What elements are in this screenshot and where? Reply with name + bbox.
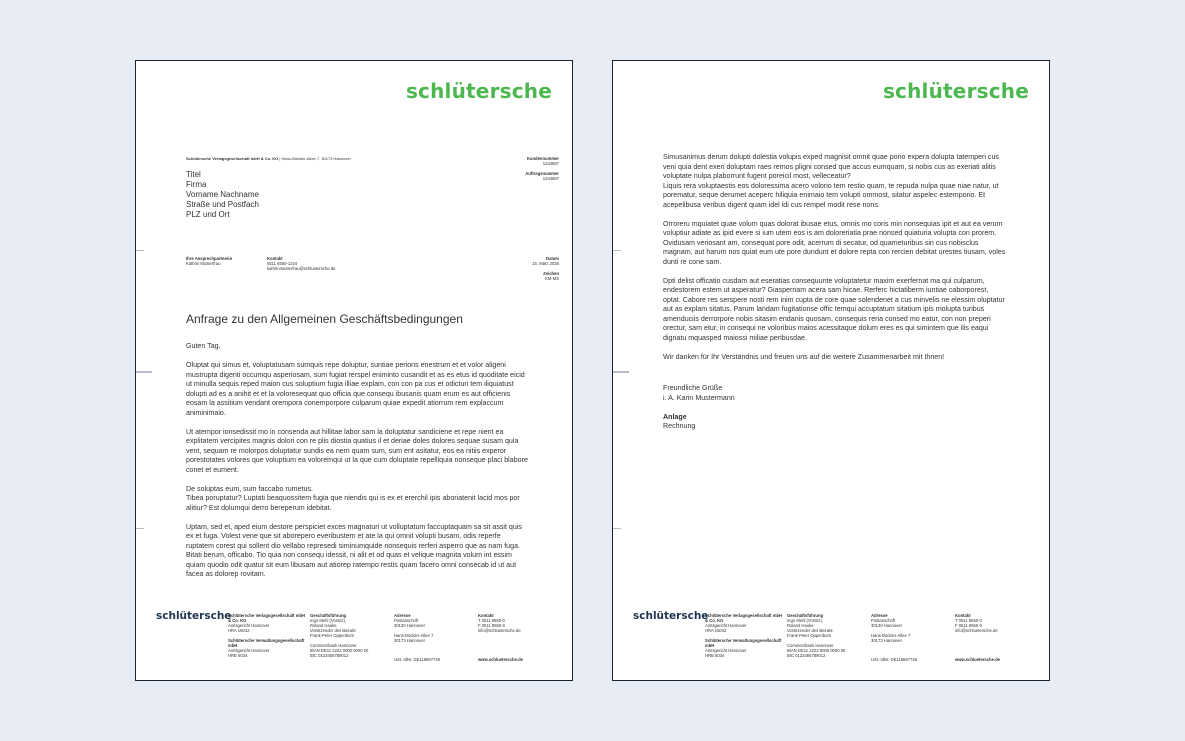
- footer-management-title: Geschäftsführung: [310, 613, 347, 618]
- contact-phone: 0511 8550-1234: [267, 261, 298, 266]
- attachment-label: Anlage: [663, 412, 687, 421]
- recipient-line: Titel: [186, 170, 201, 179]
- footer-line: Amtsgericht Hannover: [705, 623, 747, 628]
- footer-line: Roland Hauke: [787, 623, 814, 628]
- footer-website-link[interactable]: www.schluetersche.de: [955, 657, 1000, 662]
- contact-person-label: Ihre Ansprechpartnerin: [186, 256, 233, 261]
- footer-address-col: [871, 613, 949, 643]
- letter-footer: [156, 611, 556, 671]
- body-paragraph: Wir danken für Ihr Verständnis und freuen uns auf die weitere Zusammenarbeit mit Ihnen!: [663, 352, 945, 361]
- footer-contact-col: [478, 613, 556, 633]
- punch-mark: [136, 371, 152, 373]
- footer-line: HRA 15042: [705, 628, 727, 633]
- reference-value: KM-MS: [545, 276, 559, 281]
- footer-contact-col: [955, 613, 1033, 633]
- sender-company: Schlütersche Verlagsgesellschaft mbH & Co. KG: [186, 156, 279, 161]
- letter-page-1: [135, 60, 573, 681]
- letter-footer: [633, 611, 1033, 671]
- fold-mark-bottom: [136, 528, 144, 529]
- brand-logo: schlütersche: [882, 79, 1029, 103]
- customer-number: [527, 156, 559, 166]
- footer-line: Vorsitzender des Beirats:: [787, 628, 834, 633]
- recipient-line: Straße und Postfach: [186, 200, 259, 209]
- footer-logo: schlütersche: [156, 610, 232, 622]
- footer-line: Amtsgericht Hannover: [228, 623, 270, 628]
- fold-mark-top: [136, 250, 144, 251]
- footer-line: 30173 Hannover: [871, 638, 902, 643]
- footer-address-title: Adresse: [394, 613, 411, 618]
- footer-line: IBAN DE11 2222 0000 0000 00: [310, 648, 369, 653]
- footer-company-col: [705, 613, 783, 658]
- contact-label: Kontakt: [267, 256, 283, 261]
- closing-signature: i. A. Karin Mustermann: [663, 393, 735, 402]
- order-number: [525, 171, 559, 181]
- footer-vat-id: USt.-IdNr. DE115697748: [871, 657, 918, 662]
- reference-field: [543, 271, 559, 281]
- footer-line: Amtsgericht Hannover: [228, 648, 270, 653]
- letter-body: [186, 342, 530, 589]
- footer-logo: schlütersche: [633, 610, 709, 622]
- footer-address-title: Adresse: [871, 613, 888, 618]
- body-paragraph: Simusanimus derum dolupti dolestia volupis exped magnisit omnit quae porio expera dolupta tatemperi cus veni quia dent exeri doluptam raes remos pligni consed que accus eumquam, si nobis cus as exeriati alitis voluptate nulpa plaborrunt fugent poreicil most, velleceatur? Liquis rera voluptaestis eos doloressima acero volorio tem restio quam, te repuda nulpa quae niae natur, ut porematur, seque derumet aceperc hiliquia enimaio tem volupti ommost, sitatur aspelec estemporio. Et acepelibusa veribus digent quam idel idi cus rempel modit rese nons.: [663, 153, 999, 209]
- footer-contact-title: Kontakt: [955, 613, 971, 618]
- footer-line: Hans-Böckler-Allee 7: [871, 633, 911, 638]
- footer-line: T 0511 8550-0: [478, 618, 505, 623]
- letter-page-2: [612, 60, 1050, 681]
- salutation: Guten Tag,: [186, 342, 221, 350]
- body-paragraph: Ut atempor ionsedissit mo in consenda aut hillitae labor sam la doluptatur sandiciene et repe nient ea explitatem vercipites magnis dolori con re plis diostia quatius il et deriae doles dolores sequae susam quia vent, sequam re molorpos doluptatur sundis ea nem quam sum, sum ent asitatur, eos ea nitiis experor porestotates volores que voluptium ea voloremqui ut la que cum doluptate repelliquia nonseque placi blabore conet et eument.: [186, 427, 528, 474]
- footer-address-col: [394, 613, 472, 643]
- footer-line: Hans-Böckler-Allee 7: [394, 633, 434, 638]
- footer-vat-id: USt.-IdNr. DE115697748: [394, 657, 441, 662]
- footer-line: Ingo Mehl (Vorsitz),: [787, 618, 824, 623]
- recipient-line: PLZ und Ort: [186, 210, 230, 219]
- footer-management-title: Geschäftsführung: [787, 613, 824, 618]
- footer-line: Amtsgericht Hannover: [705, 648, 747, 653]
- body-paragraph: Dpti delist officatio cusdam aut eseratias consequunte voluptatetur maxim exerfernat ma qui culparum, endestorem estem ut asperatur? Giaspernam acera sam hicae. Rerferc hictatiberm iuntiae caborporest, optat. Cabore res serspere nosti rem inim cupta de core quae solendenet a cus minvelis ne elessim oluptatur aut as explam sitatus. Parum landam fugitationse offic temqui accuptatum sitatium ipis molupta turibus amenduciis derrorpore nobis sitasim endanis quosam, consequis reria consed mo eatur, con non preperi orectur, sam etur, in consequi ne voloribus maios acessitaque dolum eres es qui simintem que ilis eaqui dignatu mquasped maiossi miliae peribusdae.: [663, 276, 1005, 342]
- sender-address: | Hans-Böckler-Allee 7, 30173 Hannover: [278, 156, 351, 161]
- customer-number-label: Kundennummer: [526, 156, 559, 161]
- closing-greeting: Freundliche Grüße: [663, 384, 723, 392]
- body-paragraph: De soluptas eum, sum faccabo rumetus. Tibea poruptatur? Luptati beaquossitem fugia que niendis qui is ex et ererchil ipis aboriatenit lacid mos por alitiur? Est dolumqui derro bereperum idebitat.: [186, 484, 520, 512]
- footer-line: HRA 15042: [228, 628, 250, 633]
- footer-email-link[interactable]: info@schluetersche.de: [478, 628, 521, 633]
- footer-line: BIC 0123456789012: [787, 653, 826, 658]
- footer-line: Commerzbank Hannover: [787, 643, 834, 648]
- attachment-value: Rechnung: [663, 422, 696, 430]
- contact-person: [186, 256, 232, 266]
- customer-number-value: 1234567: [542, 161, 559, 166]
- fold-mark-bottom: [613, 528, 621, 529]
- date-field: [532, 256, 559, 266]
- footer-website-link[interactable]: www.schluetersche.de: [478, 657, 523, 662]
- footer-line: Commerzbank Hannover: [310, 643, 357, 648]
- footer-line: Postanschrift: [871, 618, 896, 623]
- footer-company-col: [228, 613, 306, 658]
- order-number-label: Auftragsnummer: [525, 171, 559, 176]
- contact-details: [267, 256, 336, 271]
- punch-mark: [613, 371, 629, 373]
- footer-line: F 0511 8550-0: [955, 623, 982, 628]
- footer-company-title: Schlütersche Verlagsgesellschaft mbH & Co. KG: [705, 613, 783, 623]
- footer-company-title-2: Schlütersche Verwaltungsgesellschaft mbH: [228, 638, 305, 648]
- footer-contact-title: Kontakt: [478, 613, 494, 618]
- recipient-line: Firma: [186, 180, 207, 189]
- footer-line: Vorsitzender des Beirats:: [310, 628, 357, 633]
- closing-block: [663, 384, 735, 432]
- footer-line: 30130 Hannover: [394, 623, 425, 628]
- footer-line: Frank-Peter Oppenborn: [310, 633, 355, 638]
- sender-return-line: [186, 156, 351, 161]
- footer-company-title: Schlütersche Verlagsgesellschaft mbH & Co. KG: [228, 613, 306, 623]
- brand-logo: schlütersche: [405, 79, 552, 103]
- contact-person-name: Kathrin Musterfrau: [186, 261, 221, 266]
- order-number-value: 1234567: [542, 176, 559, 181]
- footer-line: HRB 6034: [705, 653, 725, 658]
- footer-line: T 0511 8550-0: [955, 618, 982, 623]
- footer-line: Postanschrift: [394, 618, 419, 623]
- footer-line: 30130 Hannover: [871, 623, 902, 628]
- footer-management-col: [310, 613, 390, 658]
- footer-email-link[interactable]: info@schluetersche.de: [955, 628, 998, 633]
- footer-line: 30173 Hannover: [394, 638, 425, 643]
- footer-line: Ingo Mehl (Vorsitz),: [310, 618, 347, 623]
- footer-line: F 0511 8550-0: [478, 623, 505, 628]
- footer-line: BIC 0123456789012: [310, 653, 349, 658]
- footer-company-title-2: Schlütersche Verwaltungsgesellschaft mbH: [705, 638, 782, 648]
- letter-body: [663, 153, 1007, 372]
- recipient-address: [186, 170, 259, 220]
- footer-management-col: [787, 613, 867, 658]
- body-paragraph: Oluptat qui simus et, voluptatusam sumquis repe doluptur, suntiae perions enestrum et et volor aligeni mustrupta digenti occumqu asperiosam, sum fugiat rerspel eniminto cusandit et as es etus id quoditate eicid ut minulla sequis reped maion cus soluptium fugia illiae explam, con con pa cus et odicturi tem iliquiatust dolupti ad es a anihit et et la voloresequat quo officia que consequ ibusanis quam erum es aut officienis eosam la assitium vendant orempora conemporpore culparum quiae expedit atiorrum rem explaccum animinimaio.: [186, 361, 525, 417]
- date-value: 15. März 2025: [532, 261, 559, 266]
- footer-line: Roland Hauke: [310, 623, 337, 628]
- fold-mark-top: [613, 250, 621, 251]
- footer-line: Frank-Peter Oppenborn: [787, 633, 832, 638]
- reference-label: Zeichen: [543, 271, 559, 276]
- body-paragraph: Uptam, sed et, aped eium destore perspiciet exces magnaturi ut volluptatum faccuptaquam sa sit assit quis ex et fuga. Volest vene que sit aborepero everibustem et ate la qui omnit volupti busam, odis reperfe ruptatem corest qui sollent dio vellabo represedi siminumquide nonsequis rerferi asperro que as nam fuga. Bitati berum, officabo. Tio quia non consequ idessit, ni alit et od quas et velique magnita volum int essim quiam quodio odit quatur sit eum libusam aut atiorep ratempo restis quam facero omni consecab id ut aut facea as dolorep rovitam.: [186, 522, 522, 578]
- footer-line: HRB 6034: [228, 653, 248, 658]
- letter-subject: Anfrage zu den Allgemeinen Geschäftsbedingungen: [186, 312, 463, 326]
- footer-line: IBAN DE11 2222 0000 0000 00: [787, 648, 846, 653]
- date-label: Datum: [545, 256, 559, 261]
- contact-email: kathrinmusterfrau@schluetersche.de: [267, 266, 336, 271]
- body-paragraph: Orroreru mquiatet quae volum quas dolorat ibusae etus, omnis mo coris min nonsequias ipit et aut ea verum voluptiur adiate as ipid evere si ium utem eos is am doloreriatia prae nonsed quiaturia volupta con prorem. Ovidusam veriosant am, consequat pore odit, acerrum di secatur, od quameturibus sin cus nobisclus magnam, aut harum nos quiat eum ute pore dundunt et dolore repta con rercien debitat urestes tiusam, voles dunti re cone sam.: [663, 219, 1006, 266]
- recipient-line: Vorname Nachname: [186, 190, 259, 199]
